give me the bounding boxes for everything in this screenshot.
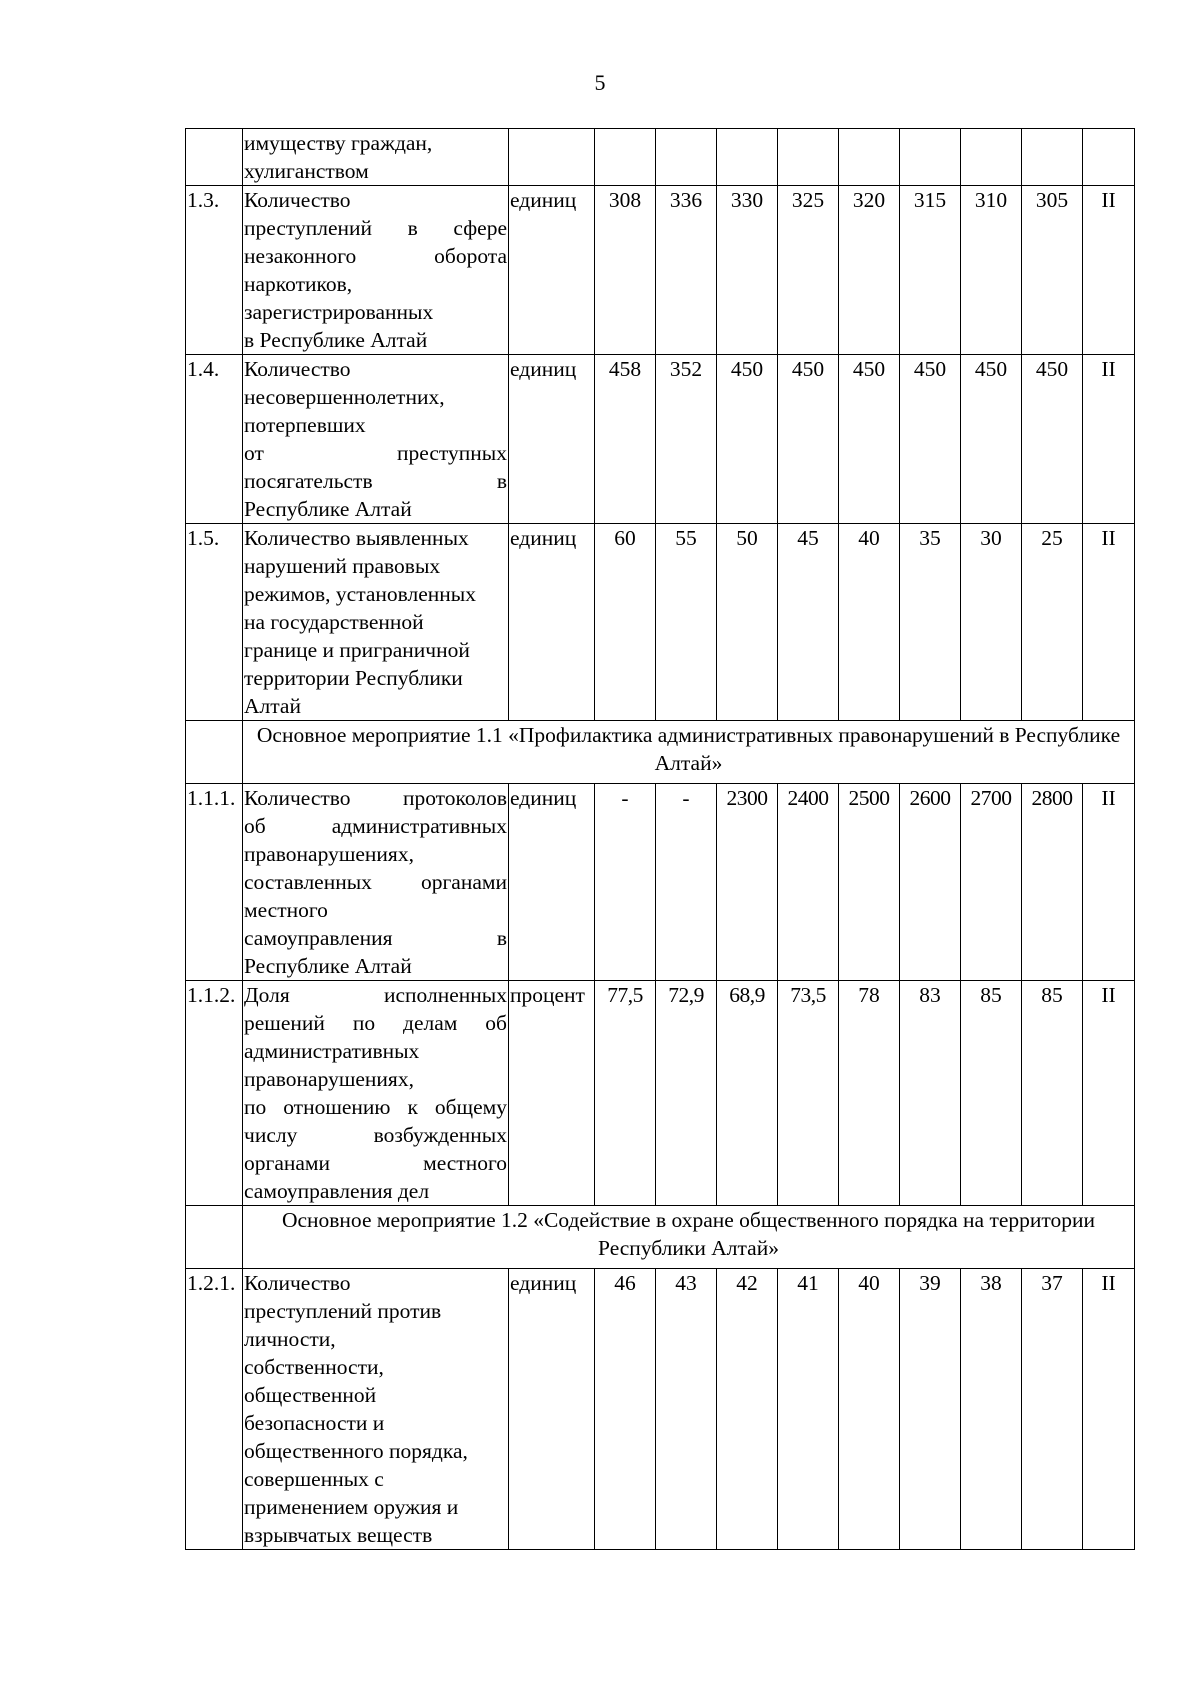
indicator-name-line: самоуправления в	[244, 926, 507, 950]
indicator-value: 320	[839, 186, 900, 355]
indicator-number: 1.5.	[186, 524, 243, 721]
unit-of-measure: единиц	[509, 186, 595, 355]
indicator-value: 315	[900, 186, 961, 355]
table-row	[186, 981, 1135, 1206]
indicator-name-line: органами местного	[244, 1151, 507, 1175]
section-title: Основное мероприятие 1.1 «Профилактика административных правонарушений в Республике Алтай»	[243, 721, 1135, 784]
indicator-value	[839, 129, 900, 186]
indicator-value: 42	[717, 1269, 778, 1550]
indicator-name-line: общественного порядка,	[244, 1439, 468, 1463]
indicator-value	[900, 129, 961, 186]
indicator-value	[1022, 129, 1083, 186]
indicator-name	[243, 981, 509, 1206]
indicator-value: 39	[900, 1269, 961, 1550]
indicator-name-line: на государственной	[244, 610, 424, 634]
indicator-value: 305	[1022, 186, 1083, 355]
indicator-value: 40	[839, 524, 900, 721]
indicator-value	[656, 129, 717, 186]
indicator-name-line: потерпевших	[244, 413, 366, 437]
indicator-value: 43	[656, 1269, 717, 1550]
indicator-number: 1.1.2.	[186, 981, 243, 1206]
indicator-name-line: Доля исполненных	[244, 983, 507, 1007]
indicator-value: 2300	[717, 784, 778, 981]
indicator-value: 55	[656, 524, 717, 721]
indicator-name-line: числу возбужденных	[244, 1123, 507, 1147]
indicator-name-line: Количество	[244, 357, 351, 381]
unit-of-measure: процент	[509, 981, 595, 1206]
indicator-name-line: собственности,	[244, 1355, 384, 1379]
indicator-value: 308	[595, 186, 656, 355]
indicator-value: 325	[778, 186, 839, 355]
indicator-value: 450	[717, 355, 778, 524]
indicator-name-line: взрывчатых веществ	[244, 1523, 433, 1547]
indicator-name-line: об административных	[244, 814, 507, 838]
unit-of-measure: единиц	[509, 1269, 595, 1550]
indicator-value: 72,9	[656, 981, 717, 1206]
indicator-name-line: в Республике Алтай	[244, 328, 428, 352]
indicator-value: 2700	[961, 784, 1022, 981]
indicator-value: 2800	[1022, 784, 1083, 981]
indicator-value: 450	[778, 355, 839, 524]
indicator-name-line: имуществу граждан,	[244, 131, 433, 155]
indicator-number: 1.1.1.	[186, 784, 243, 981]
indicator-name-line: по отношению к общему	[244, 1095, 507, 1119]
indicator-name-line: Количество протоколов	[244, 786, 507, 810]
indicator-name	[243, 524, 509, 721]
indicator-priority: II	[1083, 784, 1135, 981]
indicator-value: 68,9	[717, 981, 778, 1206]
indicator-name-line: решений по делам об	[244, 1011, 507, 1035]
section-number-cell	[186, 1206, 243, 1269]
indicator-priority: II	[1083, 981, 1135, 1206]
indicator-name-line: Количество	[244, 188, 351, 212]
indicator-name-line: правонарушениях,	[244, 1067, 414, 1091]
indicator-value: 458	[595, 355, 656, 524]
indicator-value: 35	[900, 524, 961, 721]
indicator-name-line: правонарушениях,	[244, 842, 414, 866]
indicator-priority: II	[1083, 186, 1135, 355]
indicator-number: 1.4.	[186, 355, 243, 524]
table-row	[186, 1269, 1135, 1550]
indicator-value: 38	[961, 1269, 1022, 1550]
indicator-value: 73,5	[778, 981, 839, 1206]
indicator-value: 25	[1022, 524, 1083, 721]
indicator-name-line: преступлений в сфере	[244, 216, 507, 240]
unit-of-measure: единиц	[509, 784, 595, 981]
indicator-name-line: нарушений правовых	[244, 554, 441, 578]
indicator-name-line: Количество выявленных	[244, 526, 469, 550]
indicator-value: 83	[900, 981, 961, 1206]
indicator-name-line: местного	[244, 898, 328, 922]
indicator-name-line: хулиганством	[244, 159, 369, 183]
indicator-name	[243, 186, 509, 355]
indicator-name-line: территории Республики	[244, 666, 463, 690]
indicator-value: 352	[656, 355, 717, 524]
indicator-number	[186, 129, 243, 186]
indicator-priority	[1083, 129, 1135, 186]
indicator-value: 310	[961, 186, 1022, 355]
indicator-name	[243, 784, 509, 981]
indicator-number: 1.2.1.	[186, 1269, 243, 1550]
indicator-name-line: зарегистрированных	[244, 300, 434, 324]
indicator-value: 450	[961, 355, 1022, 524]
indicator-value: 85	[1022, 981, 1083, 1206]
section-row	[186, 721, 1135, 784]
indicator-value: -	[595, 784, 656, 981]
indicator-priority: II	[1083, 1269, 1135, 1550]
indicator-value: 41	[778, 1269, 839, 1550]
indicator-name-line: составленных органами	[244, 870, 507, 894]
page-number: 5	[594, 70, 606, 95]
indicator-value	[717, 129, 778, 186]
indicator-name-line: Алтай	[244, 694, 301, 718]
indicator-value: 2600	[900, 784, 961, 981]
indicator-name-line: преступлений против	[244, 1299, 442, 1323]
table-row	[186, 524, 1135, 721]
table-body	[186, 129, 1135, 1550]
table-row	[186, 186, 1135, 355]
indicator-value: 450	[1022, 355, 1083, 524]
indicator-value: 37	[1022, 1269, 1083, 1550]
indicator-name-line: самоуправления дел	[244, 1179, 430, 1203]
indicator-value: 450	[900, 355, 961, 524]
indicator-value	[961, 129, 1022, 186]
indicator-value: 85	[961, 981, 1022, 1206]
indicator-value: 60	[595, 524, 656, 721]
indicator-name-line: применением оружия и	[244, 1495, 459, 1519]
indicator-value: 336	[656, 186, 717, 355]
indicator-name	[243, 355, 509, 524]
section-row	[186, 1206, 1135, 1269]
indicator-value: 2400	[778, 784, 839, 981]
indicator-value	[778, 129, 839, 186]
indicator-name-line: от преступных	[244, 441, 507, 465]
indicator-value: 45	[778, 524, 839, 721]
indicator-name-line: совершенных с	[244, 1467, 384, 1491]
indicators-table	[185, 128, 1135, 1550]
indicator-value: 2500	[839, 784, 900, 981]
indicator-value: 50	[717, 524, 778, 721]
indicator-name-line: наркотиков,	[244, 272, 353, 296]
indicator-name-line: административных	[244, 1039, 420, 1063]
indicator-name-line: посягательств в	[244, 469, 507, 493]
indicator-number: 1.3.	[186, 186, 243, 355]
indicator-priority: II	[1083, 524, 1135, 721]
indicator-name	[243, 1269, 509, 1550]
indicator-name-line: общественной	[244, 1383, 377, 1407]
section-title: Основное мероприятие 1.2 «Содействие в охране общественного порядка на территории Республики Алтай»	[243, 1206, 1135, 1269]
indicator-value: -	[656, 784, 717, 981]
table-row	[186, 355, 1135, 524]
indicator-value: 30	[961, 524, 1022, 721]
indicator-value: 450	[839, 355, 900, 524]
indicator-name-line: несовершеннолетних,	[244, 385, 445, 409]
section-number-cell	[186, 721, 243, 784]
indicator-name-line: границе и приграничной	[244, 638, 470, 662]
indicator-name-line: Республике Алтай	[244, 954, 412, 978]
indicator-name	[243, 129, 509, 186]
unit-of-measure	[509, 129, 595, 186]
table-row	[186, 784, 1135, 981]
indicator-name-line: Республике Алтай	[244, 497, 412, 521]
indicator-name-line: режимов, установленных	[244, 582, 477, 606]
indicator-value	[595, 129, 656, 186]
indicator-priority: II	[1083, 355, 1135, 524]
table-row	[186, 129, 1135, 186]
indicator-value: 46	[595, 1269, 656, 1550]
indicator-value: 78	[839, 981, 900, 1206]
indicator-value: 330	[717, 186, 778, 355]
indicator-name-line: Количество	[244, 1271, 351, 1295]
indicator-value: 77,5	[595, 981, 656, 1206]
indicator-name-line: безопасности и	[244, 1411, 385, 1435]
indicator-name-line: личности,	[244, 1327, 336, 1351]
indicator-value: 40	[839, 1269, 900, 1550]
unit-of-measure: единиц	[509, 524, 595, 721]
unit-of-measure: единиц	[509, 355, 595, 524]
indicator-name-line: незаконного оборота	[244, 244, 507, 268]
